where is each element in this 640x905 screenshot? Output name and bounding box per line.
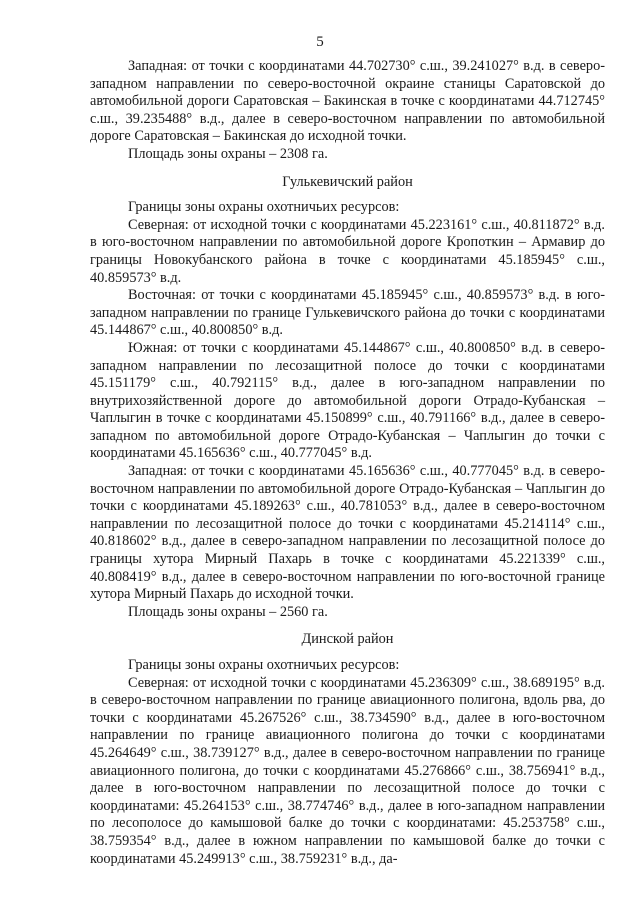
area-line: Площадь зоны охраны – 2560 га.: [128, 603, 328, 620]
document-body: [90, 58, 605, 868]
section-heading: Динской район: [301, 631, 394, 648]
page-number: 5: [316, 34, 324, 50]
paragraph: Западная: от точки с координатами 44.702730° с.ш., 39.241027° в.д. в северо-западном направлении по северо-восточной окраине станицы Саратовской до автомобильной дороги Саратовская – Бакинская в точке с координатами 44.712745° с.ш., 39.235488° в.д., далее в северо-восточном направлении по автомобильной дороге Саратовская – Бакинская до исходной точки.: [90, 58, 605, 145]
paragraph: Южная: от точки с координатами 45.144867° с.ш., 40.800850° в.д. в северо-западном направлении по лесозащитной полосе до точки с координатами 45.151179° с.ш., 40.792115° в.д., далее в юго-западном направлении по внутрихозяйственной дороге до автомобильной дороги Отрадо-Кубанская – Чаплыгин в точке с координатами 45.150899° с.ш., 40.791166° в.д., далее в северо-западном по автомобильной дороге Отрадо-Кубанская – Чаплыгин до точки с координатами 45.165636° с.ш., 40.777045° в.д.: [90, 339, 605, 462]
paragraph: Северная: от исходной точки с координатами 45.223161° с.ш., 40.811872° в.д. в юго-восточном направлении по автомобильной дороге Кропоткин – Армавир до границы Новокубанского района в точке с координатами 45.185945° с.ш., 40.859573° в.д.: [90, 216, 605, 286]
section-heading: Гулькевичский район: [282, 173, 413, 190]
section-subheading: Границы зоны охраны охотничьих ресурсов:: [128, 199, 400, 216]
section-subheading: Границы зоны охраны охотничьих ресурсов:: [128, 657, 400, 673]
paragraph: Западная: от точки с координатами 45.165636° с.ш., 40.777045° в.д. в северо-восточном направлении по автомобильной дороге Отрадо-Кубанская – Чаплыгин до точки с координатами 45.189263° с.ш., 40.781053° в.д., далее в северо-восточном направлении по лесозащитной полосе до точки с координатами 45.214114° с.ш., 40.818602° в.д., далее в северо-западном направлении по лесозащитной полосе до границы хутора Мирный Пахарь в точке с координатами 45.221339° с.ш., 40.808419° в.д., далее в северо-восточном направлении по юго-восточной границе хутора Мирный Пахарь до исходной точки.: [90, 463, 605, 603]
paragraph: Северная: от исходной точки с координатами 45.236309° с.ш., 38.689195° в.д. в северо-восточном направлении по границе авиационного полигона, вдоль рва, до точки с координатами 45.267526° с.ш., 38.734590° в.д., далее в юго-восточном направлении по границе авиационного полигона до точки с координатами 45.264649° с.ш., 38.739127° в.д., далее в северо-восточном направлении по границе авиационного полигона, до точки с координатами 45.276866° с.ш., 38.756941° в.д., далее в юго-восточном направлении по лесозащитной полосе до точки с координатами: 45.264153° с.ш., 38.774746° в.д., далее в юго-западном направлении по лесополосе до камышовой балке до точки с координатами: 45.253758° с.ш., 38.759354° в.д., далее в южном направлении по камышовой балке до точки с координатами 45.249913° с.ш., 38.759231° в.д., да-: [90, 674, 605, 867]
area-line: Площадь зоны охраны – 2308 га.: [128, 145, 328, 162]
paragraph: Восточная: от точки с координатами 45.185945° с.ш., 40.859573° в.д. в юго-западном направлении по границе Гулькевичского района до точки с координатами 45.144867° с.ш., 40.800850° в.д.: [90, 287, 605, 339]
